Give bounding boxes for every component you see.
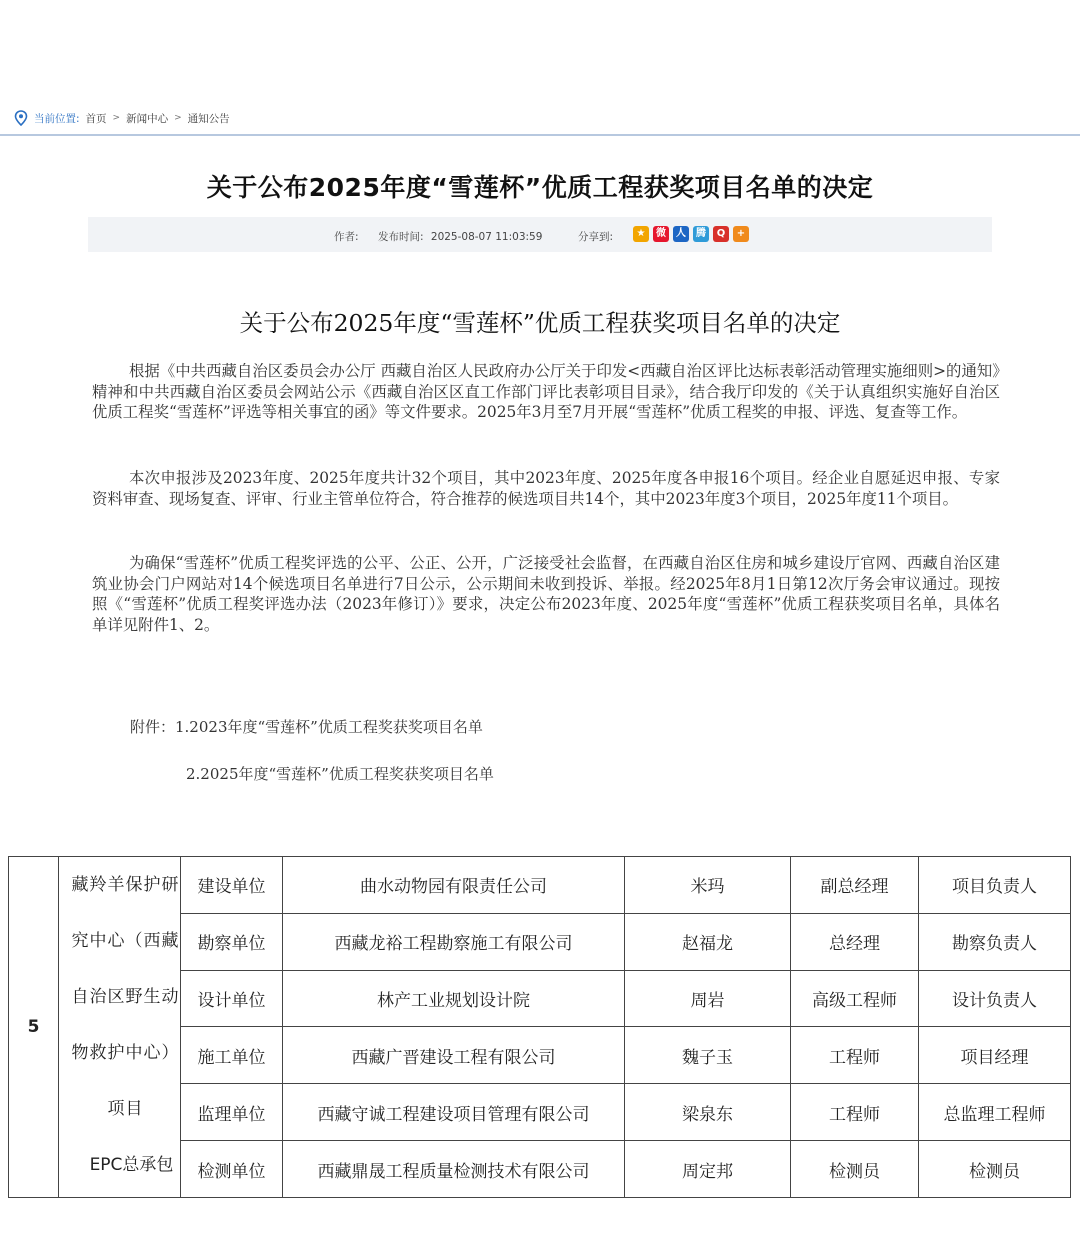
- attachment-item: 附件：1.2023年度“雪莲杯”优质工程奖获奖项目名单: [130, 718, 483, 736]
- paragraph: 本次申报涉及2023年度、2025年度共计32个项目，其中2023年度、2025年度各申报16个项目。经企业自愿延迟申报、专家资料审查、现场复查、评审、行业主管单位符合，符合推荐的候选项目共14个，其中2023年度3个项目，2025年度11个项目。: [92, 469, 1000, 508]
- publish-time: [378, 229, 542, 244]
- company-cell: 林产工业规划设计院: [283, 970, 625, 1027]
- project-name-line: EPC总承包: [89, 1155, 174, 1175]
- breadcrumb-home-link[interactable]: 首页: [85, 112, 107, 125]
- project-name-cell: [59, 857, 181, 1198]
- unit-type-cell: 施工单位: [181, 1027, 283, 1084]
- role-cell: 勘察负责人: [919, 913, 1071, 970]
- person-cell: 梁泉东: [625, 1084, 791, 1141]
- table-row: [9, 857, 1071, 914]
- title-cell: 工程师: [791, 1084, 919, 1141]
- attachment-item: 2.2025年度“雪莲杯”优质工程奖获奖项目名单: [186, 765, 494, 783]
- share-icons: [633, 226, 749, 242]
- role-cell: 检测员: [919, 1141, 1071, 1198]
- publish-time-value: 2025-08-07 11:03:59: [430, 231, 543, 243]
- title-cell: 高级工程师: [791, 970, 919, 1027]
- breadcrumb: [14, 109, 230, 127]
- project-name-line: 物救护中心）: [71, 1043, 180, 1063]
- person-cell: 周定邦: [625, 1141, 791, 1198]
- title-cell: 检测员: [791, 1141, 919, 1198]
- award-table: [8, 856, 1071, 1198]
- person-cell: 米玛: [625, 857, 791, 914]
- company-cell: 西藏龙裕工程勘察施工有限公司: [283, 913, 625, 970]
- more-icon[interactable]: +: [733, 226, 749, 242]
- project-name-line: 究中心（西藏: [71, 931, 180, 951]
- share-label: 分享到:: [578, 231, 614, 243]
- project-number: 5: [9, 857, 59, 1198]
- publish-time-label: 发布时间:: [378, 231, 424, 243]
- title-cell: 工程师: [791, 1027, 919, 1084]
- person-cell: 周岩: [625, 970, 791, 1027]
- unit-type-cell: 监理单位: [181, 1084, 283, 1141]
- unit-type-cell: 建设单位: [181, 857, 283, 914]
- role-cell: 总监理工程师: [919, 1084, 1071, 1141]
- page-title: 关于公布2025年度“雪莲杯”优质工程获奖项目名单的决定: [206, 173, 874, 202]
- tencent-weibo-icon[interactable]: 腾: [693, 226, 709, 242]
- renren-icon[interactable]: 人: [673, 226, 689, 242]
- role-cell: 项目负责人: [919, 857, 1071, 914]
- breadcrumb-divider: [0, 134, 1080, 136]
- project-name-line: 自治区野生动: [71, 987, 180, 1007]
- unit-type-cell: 设计单位: [181, 970, 283, 1027]
- breadcrumb-label: 当前位置:: [34, 112, 80, 125]
- paragraph: 为确保“雪莲杯”优质工程奖评选的公平、公正、公开，广泛接受社会监督，在西藏自治区住房和城乡建设厅官网、西藏自治区建筑业协会门户网站对14个候选项目名单进行7日公示，公示期间未收到投诉、举报。经2025年8月1日第12次厅务会审议通过。现按照《“雪莲杯”优质工程奖评选办法（2023年修订）》要求，决定公布2023年度、2025年度“雪莲杯”优质工程获奖项目名单，具体名单详见附件1、2。: [92, 554, 1000, 634]
- person-cell: 魏子玉: [625, 1027, 791, 1084]
- project-name-line: 藏羚羊保护研: [71, 875, 180, 895]
- company-cell: 西藏广晋建设工程有限公司: [283, 1027, 625, 1084]
- article-meta-bar: [88, 217, 992, 252]
- document-title: 关于公布2025年度“雪莲杯”优质工程获奖项目名单的决定: [239, 309, 841, 337]
- company-cell: 西藏守诚工程建设项目管理有限公司: [283, 1084, 625, 1141]
- role-cell: 项目经理: [919, 1027, 1071, 1084]
- title-cell: 总经理: [791, 913, 919, 970]
- author-label: 作者:: [334, 231, 359, 243]
- weibo-icon[interactable]: 微: [653, 226, 669, 242]
- breadcrumb-notices-link[interactable]: 通知公告: [187, 112, 230, 125]
- paragraph: 根据《中共西藏自治区委员会办公厅 西藏自治区人民政府办公厅关于印发<西藏自治区评比达标表彰活动管理实施细则>的通知》精神和中共西藏自治区委员会网站公示《西藏自治区区直工作部门评比表彰项目目录》，结合我厅印发的《关于认真组织实施好自治区优质工程奖“雪莲杯”评选等相关事宜的函》等文件要求。2025年3月至7月开展“雪莲杯”优质工程奖的申报、评选、复查等工作。: [92, 362, 1000, 422]
- unit-type-cell: 勘察单位: [181, 913, 283, 970]
- qq-icon[interactable]: Q: [713, 226, 729, 242]
- qzone-icon[interactable]: ★: [633, 226, 649, 242]
- person-cell: 赵福龙: [625, 913, 791, 970]
- breadcrumb-separator: >: [174, 113, 182, 123]
- breadcrumb-news-link[interactable]: 新闻中心: [126, 112, 169, 125]
- company-cell: 西藏鼎晟工程质量检测技术有限公司: [283, 1141, 625, 1198]
- title-cell: 副总经理: [791, 857, 919, 914]
- role-cell: 设计负责人: [919, 970, 1071, 1027]
- unit-type-cell: 检测单位: [181, 1141, 283, 1198]
- breadcrumb-separator: >: [112, 113, 121, 123]
- location-pin-icon: [14, 110, 28, 126]
- company-cell: 曲水动物园有限责任公司: [283, 857, 625, 914]
- project-name-line: 项目: [107, 1099, 144, 1119]
